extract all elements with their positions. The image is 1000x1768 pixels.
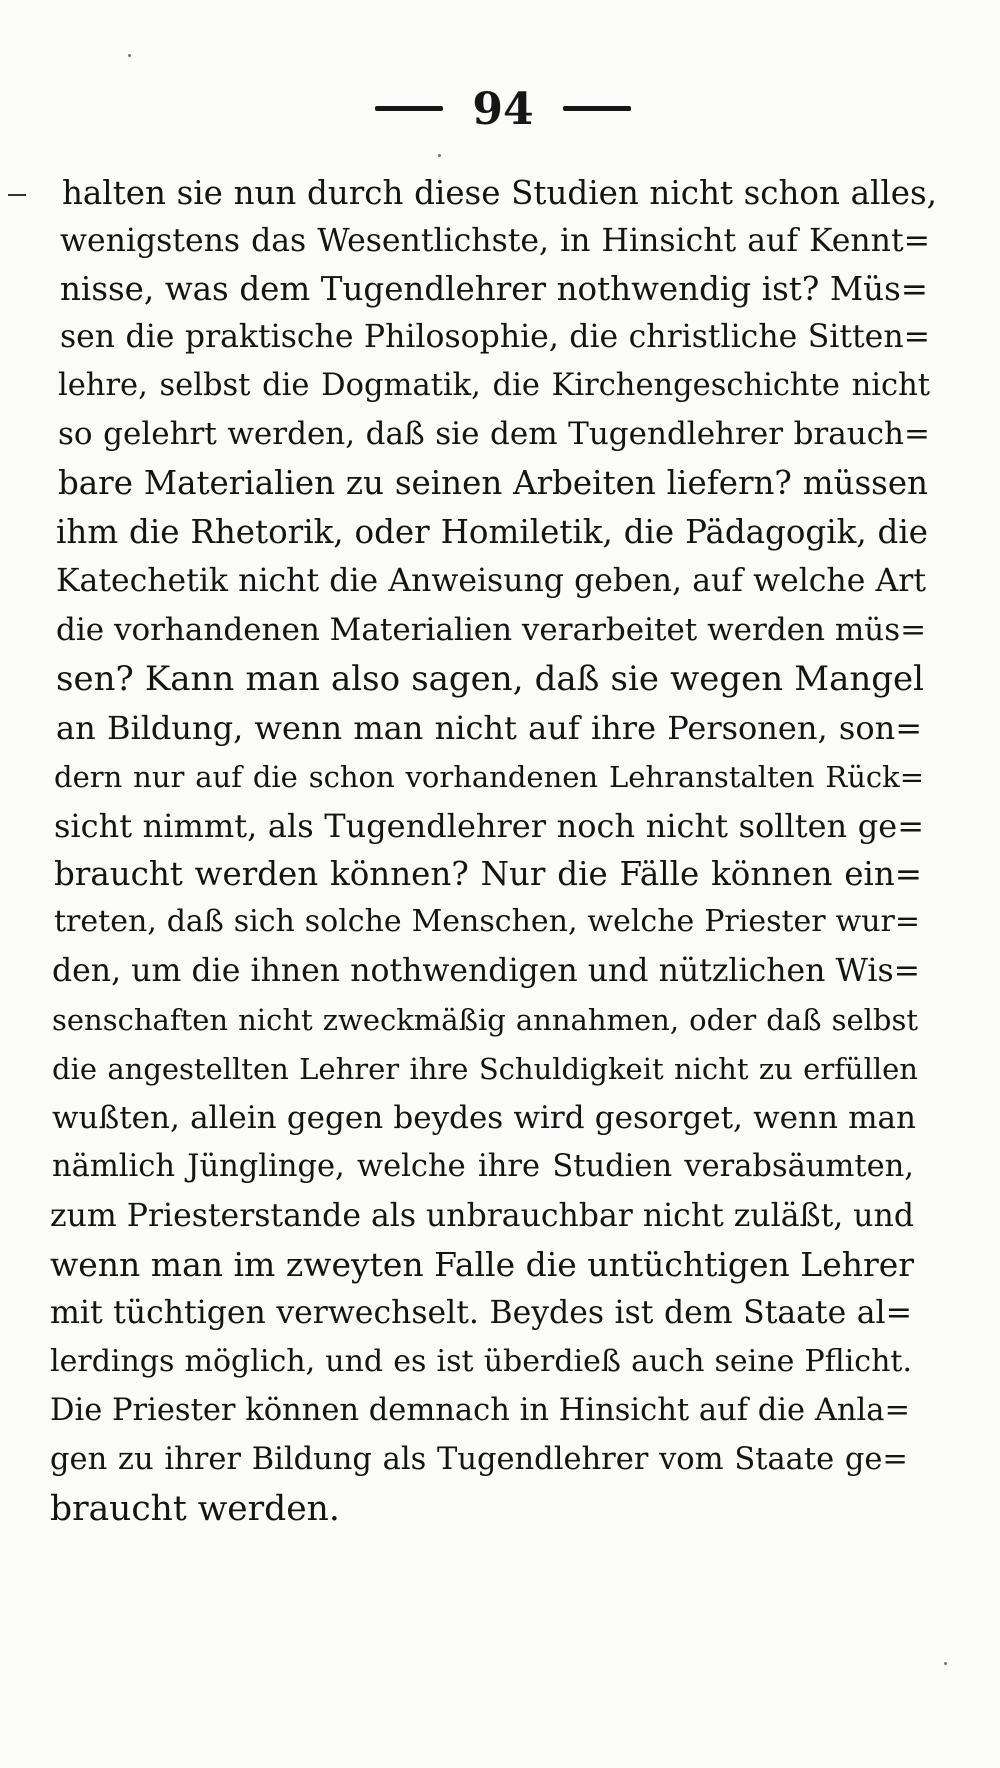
text-line: nämlich Jünglinge, welche ihre Studien verabsäumten, [52,1149,914,1184]
text-line: braucht werden. [50,1489,340,1529]
text-line: mit tüchtigen verwechselt. Beydes ist dem Staate al= [50,1295,912,1331]
text-line: sen? Kann man also sagen, daß sie wegen Mangel [56,659,924,699]
header-dash-left [375,106,443,111]
text-line: zum Priesterstande als unbrauchbar nicht zuläßt, und [50,1198,914,1234]
page-number: 94 [472,84,534,135]
text-line: senschaften nicht zweckmäßig annahmen, oder daß selbst [52,1003,918,1037]
text-line: nisse, was dem Tugendlehrer nothwendig ist? Müs= [60,270,928,308]
text-line: wenigstens das Wesentlichste, in Hinsicht auf Kennt= [60,223,930,259]
text-line: so gelehrt werden, daß sie dem Tugendlehrer brauch= [58,416,930,452]
text-line: sen die praktische Philosophie, die christliche Sitten= [60,319,930,355]
text-line: ihm die Rhetorik, oder Homiletik, die Pädagogik, die [56,513,928,551]
text-line: treten, daß sich solche Menschen, welche Priester wur= [54,904,920,939]
paper-speck [128,54,131,57]
text-line: dern nur auf die schon vorhandenen Lehranstalten Rück= [54,760,924,794]
text-line: an Bildung, wenn man nicht auf ihre Personen, son= [56,709,922,747]
header-dash-right [563,106,631,111]
text-line: Die Priester können demnach in Hinsicht auf die Anla= [50,1393,910,1428]
margin-mark [8,194,26,196]
text-line: den, um die ihnen nothwendigen und nützlichen Wis= [52,953,920,989]
text-line: die angestellten Lehrer ihre Schuldigkeit nicht zu erfüllen [52,1052,918,1086]
text-line: bare Materialien zu seinen Arbeiten liefern? müssen [58,464,928,502]
text-line: lehre, selbst die Dogmatik, die Kirchengeschichte nicht [58,368,930,403]
text-line: die vorhandenen Materialien verarbeitet werden müs= [56,612,927,648]
page-header [0,84,1000,144]
text-line: wußten, allein gegen beydes wird gesorget, wenn man [52,1100,916,1136]
text-line: lerdings möglich, und es ist überdieß auch seine Pflicht. [50,1344,912,1379]
text-line: braucht werden können? Nur die Fälle können ein= [54,855,922,893]
paper-speck [944,1662,947,1665]
text-line: halten sie nun durch diese Studien nicht schon alles, [62,174,937,212]
text-line: wenn man im zweyten Falle die untüchtigen Lehrer [50,1245,915,1284]
text-line: gen zu ihrer Bildung als Tugendlehrer vom Staate ge= [50,1442,908,1477]
paper-speck [438,154,441,157]
text-line: Katechetik nicht die Anweisung geben, auf welche Art [56,563,926,599]
text-line: sicht nimmt, als Tugendlehrer noch nicht sollten ge= [54,807,924,845]
